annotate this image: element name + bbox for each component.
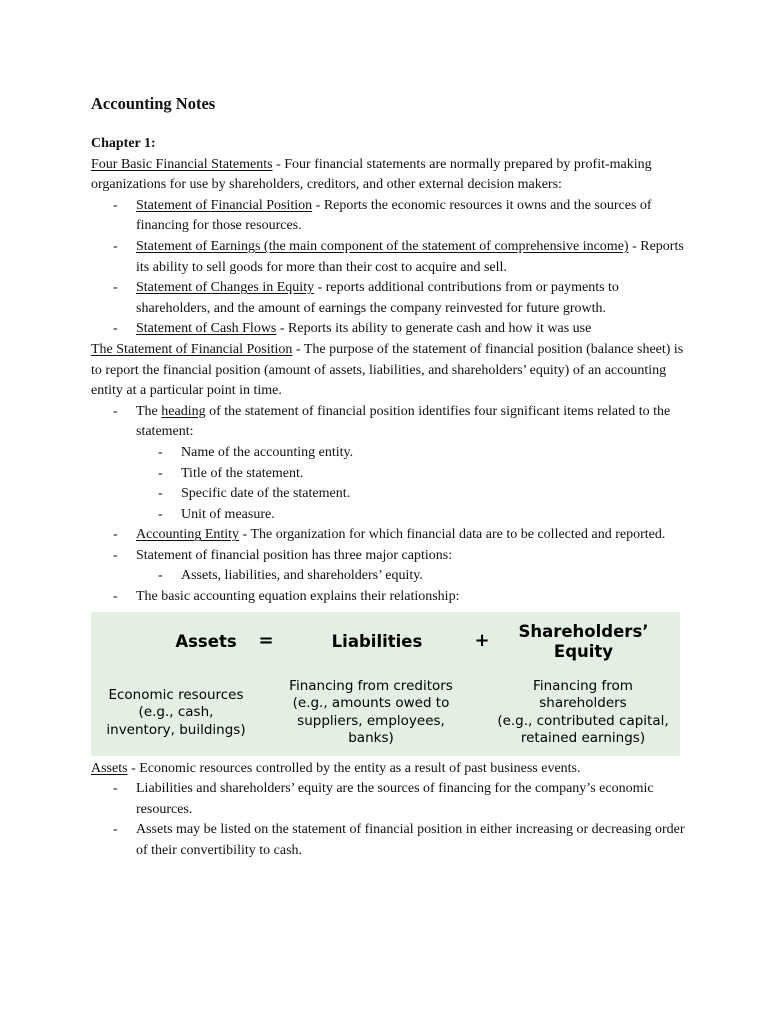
chapter-heading: Chapter 1: bbox=[91, 136, 156, 151]
desc-line: inventory, buildings) bbox=[106, 721, 246, 738]
sub-list-item: - Specific date of the statement. bbox=[91, 484, 691, 505]
list-item bbox=[91, 196, 691, 237]
assets-description bbox=[96, 687, 256, 740]
plus-sign: + bbox=[474, 629, 490, 651]
desc-line: shareholders bbox=[539, 695, 627, 712]
assets-header: Assets bbox=[175, 631, 237, 651]
desc-line: Economic resources bbox=[108, 686, 244, 703]
heading-pre: The bbox=[136, 403, 162, 419]
sfp-list bbox=[91, 402, 691, 608]
page-title: Accounting Notes bbox=[91, 94, 216, 113]
heading-term: heading bbox=[161, 403, 206, 419]
statement-text: - Reports its ability to sell goods for more than their cost to acquire and sell. bbox=[136, 238, 684, 275]
sub-list-item: - Title of the statement. bbox=[91, 464, 691, 485]
equity-description bbox=[486, 678, 680, 748]
desc-line: (e.g., contributed capital, bbox=[497, 712, 669, 729]
list-item: - Assets may be listed on the statement of financial position in either increasing or decreasing order of their convertibility to cash. bbox=[91, 820, 691, 861]
list-item bbox=[91, 278, 691, 319]
statement-term: Statement of Earnings (the main component of the statement of comprehensive income) bbox=[136, 238, 629, 254]
sub-list-item: - Unit of measure. bbox=[91, 505, 691, 526]
statement-text: - Reports its ability to generate cash and how it was use bbox=[276, 321, 592, 337]
liabilities-header: Liabilities bbox=[331, 631, 423, 651]
heading-text: of the statement of financial position identifies four significant items related to the statement: bbox=[136, 403, 671, 440]
assets-term: Assets bbox=[91, 760, 128, 776]
statement-text: - reports additional contributions from or payments to shareholders, and the amount of earnings the company reinvested for future growth. bbox=[136, 280, 619, 316]
statement-term: Statement of Changes in Equity bbox=[136, 280, 315, 296]
desc-line: retained earnings) bbox=[520, 730, 646, 747]
list-item: - Statement of financial position has three major captions: bbox=[91, 546, 691, 567]
desc-line: Financing from creditors bbox=[289, 677, 453, 694]
entity-text: - The organization for which financial data are to be collected and reported. bbox=[239, 527, 666, 543]
list-item: - Liabilities and shareholders’ equity are the sources of financing for the company’s economic resources. bbox=[91, 779, 691, 820]
sfp-paragraph bbox=[91, 340, 691, 402]
equity-header-line2: Equity bbox=[553, 641, 614, 661]
assets-paragraph bbox=[91, 759, 691, 780]
statement-term: Statement of Cash Flows bbox=[136, 321, 277, 337]
desc-line: suppliers, employees, bbox=[297, 712, 445, 729]
list-item: - The basic accounting equation explains their relationship: bbox=[91, 587, 691, 608]
list-item bbox=[91, 525, 691, 546]
intro-text: - Four financial statements are normally prepared by profit-making organizations for use by shareholders, creditors, and other external decision makers: bbox=[91, 156, 652, 193]
statement-text: - Reports the economic resources it owns and the sources of financing for those resources. bbox=[136, 197, 652, 234]
statement-term: Statement of Financial Position bbox=[136, 197, 313, 213]
liabilities-description bbox=[276, 678, 466, 748]
sfp-text: - The purpose of the statement of financial position (balance sheet) is to report the financial position (amount of assets, liabilities, and shareholders’ equity) of an accounting entity at a particular point in time. bbox=[91, 341, 684, 399]
document-body bbox=[91, 92, 691, 862]
list-item bbox=[91, 319, 691, 340]
equity-header bbox=[496, 622, 671, 662]
assets-text: - Economic resources controlled by the entity as a result of past business events. bbox=[127, 760, 581, 776]
entity-term: Accounting Entity bbox=[136, 527, 240, 543]
intro-term: Four Basic Financial Statements bbox=[91, 156, 273, 172]
equity-header-line1: Shareholders’ bbox=[518, 621, 649, 641]
list-item bbox=[91, 237, 691, 278]
sub-list-item: - Assets, liabilities, and shareholders’ equity. bbox=[91, 566, 691, 587]
desc-line: banks) bbox=[348, 730, 394, 747]
desc-line: (e.g., cash, bbox=[138, 704, 214, 721]
equals-sign: = bbox=[258, 629, 274, 651]
sub-list-item: - Name of the accounting entity. bbox=[91, 443, 691, 464]
desc-line: (e.g., amounts owed to bbox=[292, 695, 450, 712]
statements-list bbox=[91, 196, 691, 340]
list-item bbox=[91, 402, 691, 443]
sfp-term: The Statement of Financial Position bbox=[91, 341, 293, 357]
accounting-equation-table bbox=[91, 612, 680, 756]
desc-line: Financing from bbox=[533, 677, 633, 694]
intro-paragraph bbox=[91, 155, 691, 196]
assets-list bbox=[91, 779, 691, 861]
